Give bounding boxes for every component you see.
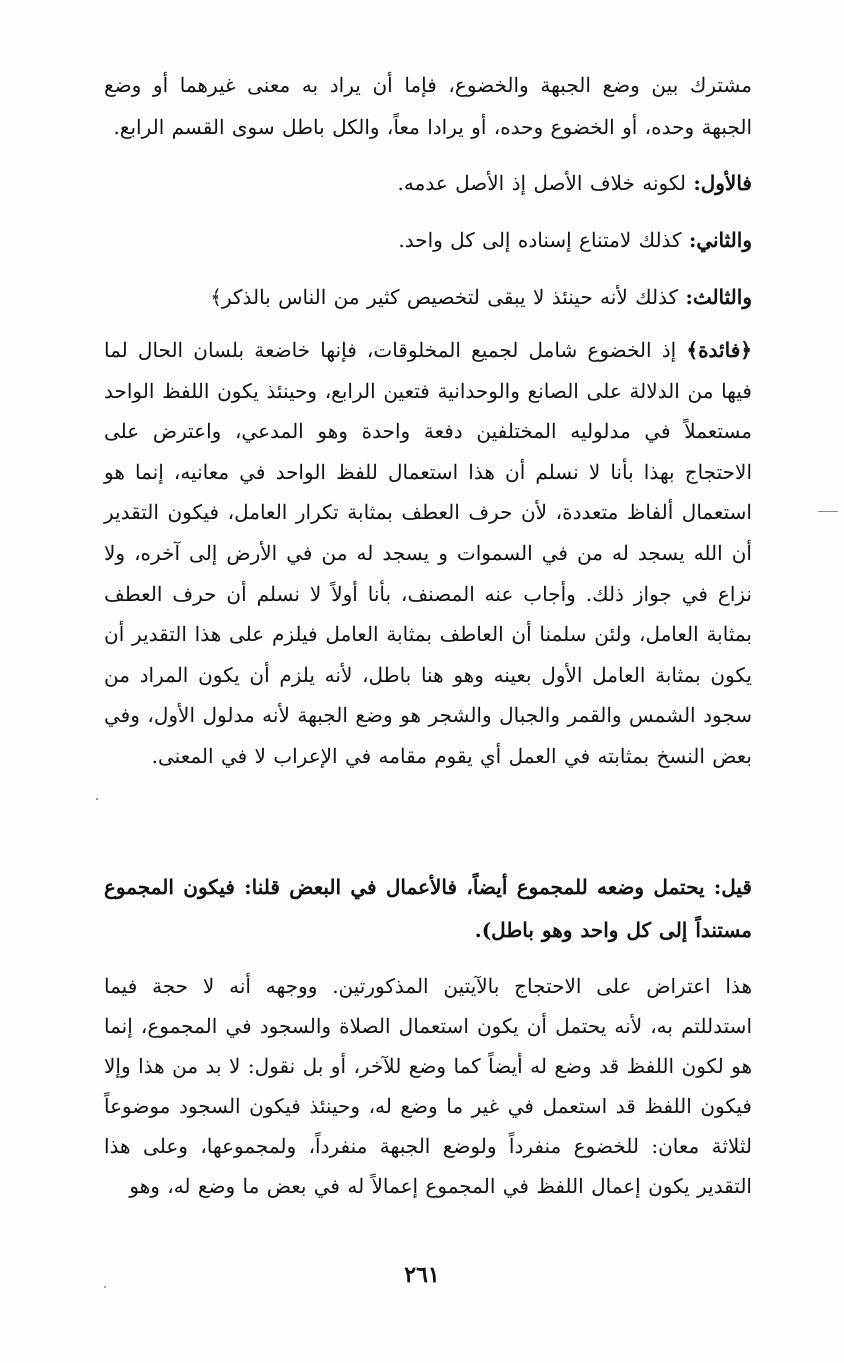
paragraph-text: هذا اعتراض على الاحتجاج بالآيتين المذكورتين. ووجهه أنه لا حجة فيما استدللتم به، لأنه يحتمل أن يكون استعمال الصلاة والسجود في المجموع، إنما هو لكون اللفظ قد وضع له أيضاً كما وضع للآخر، أو بل نقول: لا بد من هذا وإلا فيكون اللفظ قد استعمل في غير ما وضع له، وحينئذ فيكون السجود موضوعاً لثلاثة معان: للخضوع منفرداً ولوضع الجبهة منفرداً، ولمجموعها، وعلى هذا التقدير يكون إعمال اللفظ في المجموع إعمالاً له في بعض ما وضع له، وهو <box>104 974 752 1198</box>
paragraph-lead-second: والثاني: <box>688 228 752 252</box>
paragraph-text: كذلك لامتناع إسناده إلى كل واحد. <box>398 228 689 252</box>
paragraph-explanation <box>104 966 752 1206</box>
margin-dot <box>96 798 98 800</box>
page-number: ٢٦١ <box>404 1262 440 1288</box>
paragraph-text: لكونه خلاف الأصل إذ الأصل عدمه. <box>397 171 694 195</box>
paragraph-third <box>104 276 752 318</box>
paragraph-objection <box>104 866 752 952</box>
paragraph-lead-third: والثالث: <box>685 285 752 309</box>
paragraph-text: كذلك لأنه حينئذ لا يبقى لتخصيص كثير من الناس بالذكر﴾ <box>210 285 686 309</box>
margin-mark <box>818 511 838 512</box>
paragraph-commentary <box>104 330 752 777</box>
paragraph-second <box>104 219 752 261</box>
paragraph-lead-first: فالأول: <box>693 171 752 195</box>
quote-bracket-label: ﴿فائدة﴾ <box>686 338 752 362</box>
paragraph-first <box>104 162 752 204</box>
paragraph-text: مشترك بين وضع الجبهة والخضوع، فإما أن يراد به معنى غيرهما أو وضع الجبهة وحده، أو الخضوع وحده، أو يرادا معاً، والكل باطل سوى القسم الرابع. <box>104 73 752 139</box>
paragraph-text: قيل: يحتمل وضعه للمجموع أيضاً، فالأعمال في البعض قلنا: فيكون المجموع مستنداً إلى كل واحد وهو باطل). <box>104 875 752 942</box>
paragraph-continuation <box>104 64 752 148</box>
paragraph-text: إذ الخضوع شامل لجميع المخلوقات، فإنها خاضعة بلسان الحال لما فيها من الدلالة على الصانع والوحدانية فتعين الرابع، وحينئذ يكون اللفظ الواحد مستعملاً في مدلوليه المختلفين دفعة واحدة وهو المدعي، واعترض على الاحتجاج بهذا بأنا لا نسلم أن هذا استعمال للفظ الواحد في معانيه، إنما هو استعمال ألفاظ متعددة، لأن حرف العطف بمثابة تكرار العامل، فيكون التقدير أن الله يسجد له من في السموات و يسجد له من في الأرض إلى آخره، ولا نزاع في جواز ذلك. وأجاب عنه المصنف، بأنا أولاً لا نسلم أن حرف العطف بمثابة العامل، ولئن سلمنا أن العاطف بمثابة العامل فيلزم على هذا التقدير أن يكون بمثابة العامل الأول بعينه وهو هنا باطل، لأنه يلزم أن يكون المراد من سجود الشمس والقمر والجبال والشجر هو وضع الجبهة لأنه مدلول الأول، وفي بعض النسخ بمثابته في العمل أي يقوم مقامه في الإعراب لا في المعنى. <box>104 338 752 768</box>
